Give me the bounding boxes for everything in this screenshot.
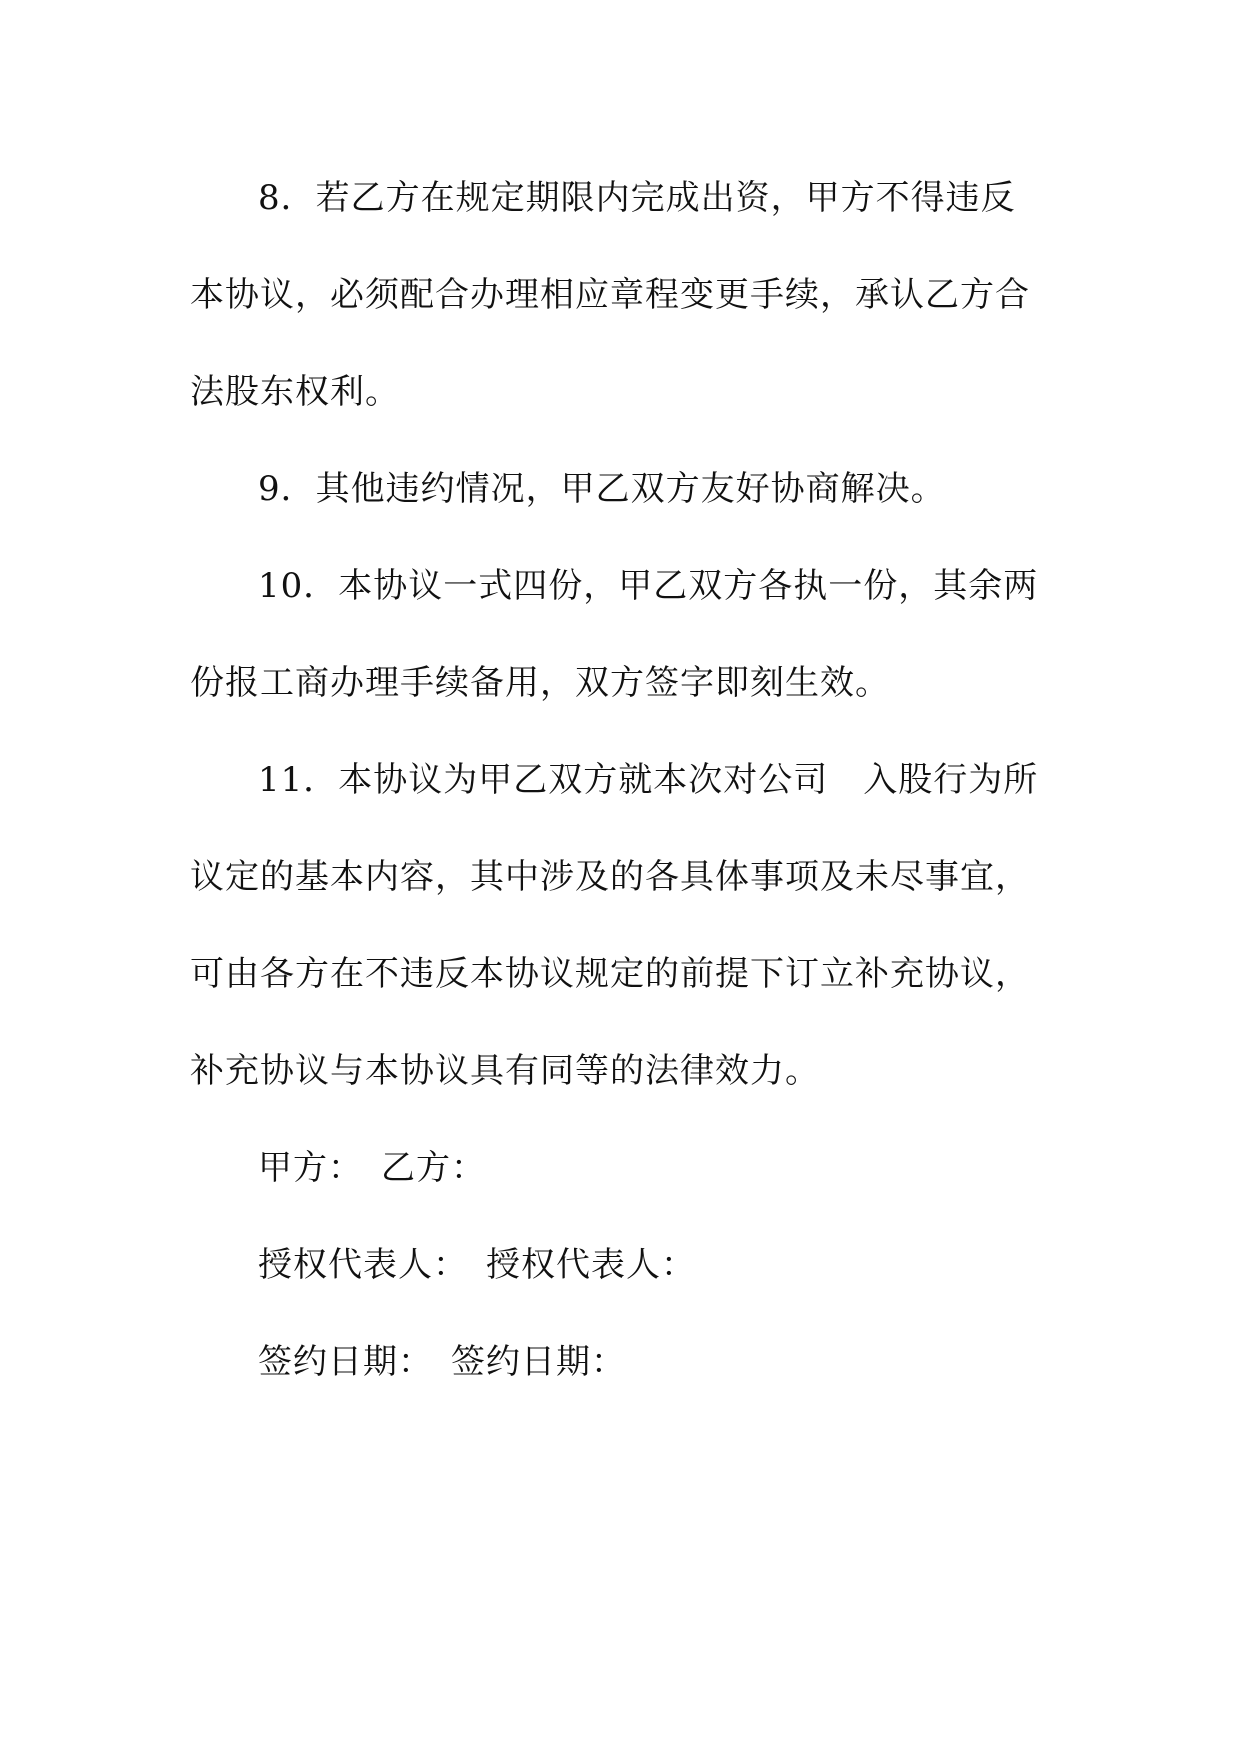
document-body [190, 150, 1070, 1411]
clause-11: 11．本协议为甲乙双方就本次对公司 入股行为所议定的基本内容，其中涉及的各具体事项及未尽事宜，可由各方在不违反本协议规定的前提下订立补充协议，补充协议与本协议具有同等的法律效力。 [190, 760, 1039, 1091]
clause-10: 10．本协议一式四份，甲乙双方各执一份，其余两份报工商办理手续备用，双方签字即刻生效。 [190, 566, 1039, 703]
signature-parties: 甲方： 乙方： [258, 1148, 486, 1188]
signature-dates: 签约日期： 签约日期： [258, 1342, 626, 1382]
clause-9: 9．其他违约情况，甲乙双方友好协商解决。 [258, 469, 946, 509]
clause-8: 8．若乙方在规定期限内完成出资，甲方不得违反本协议，必须配合办理相应章程变更手续，承认乙方合法股东权利。 [190, 178, 1030, 412]
signature-representatives: 授权代表人： 授权代表人： [258, 1245, 696, 1285]
